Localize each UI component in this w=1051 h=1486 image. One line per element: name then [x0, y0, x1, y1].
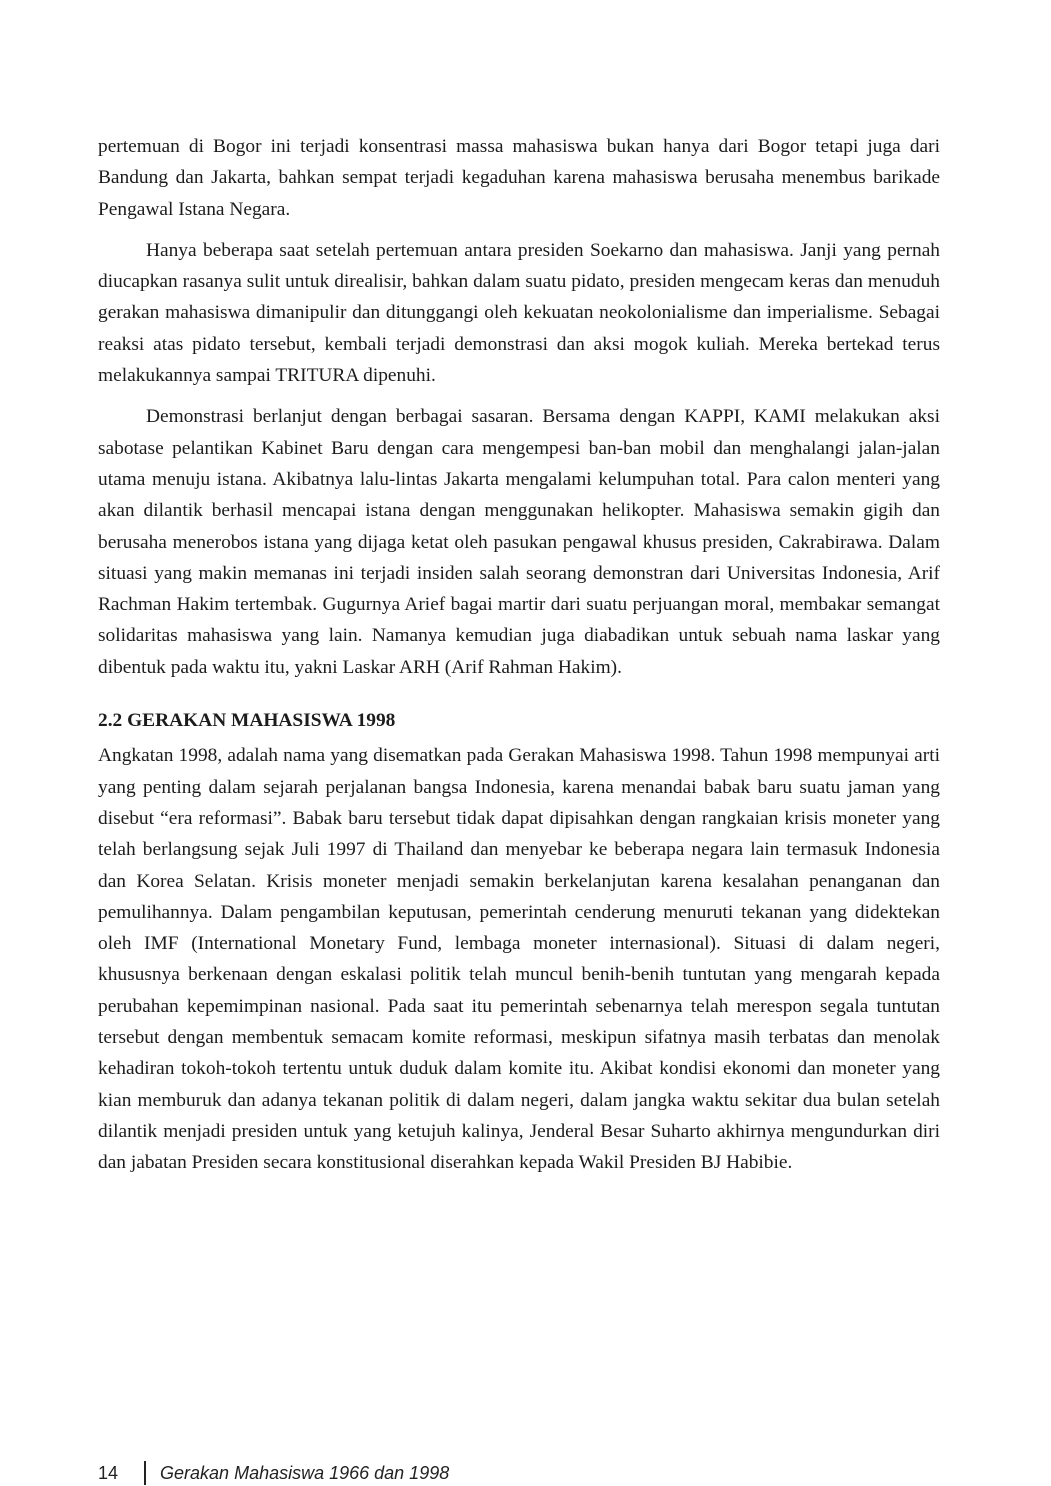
- paragraph-soekarno-speech: Hanya beberapa saat setelah pertemuan antara presiden Soekarno dan mahasiswa. Janji yang pernah diucapkan rasanya sulit untuk direalisir, bahkan dalam suatu pidato, presiden mengecam keras dan menuduh gerakan mahasiswa dimanipulir dan ditunggangi oleh kekuatan neokolonialisme dan imperialisme. Sebagai reaksi atas pidato tersebut, kembali terjadi demonstrasi dan aksi mogok kuliah. Mereka bertekad terus melakukannya sampai TRITURA dipenuhi.: [98, 239, 940, 387]
- section-heading: 2.2 GERAKAN MAHASISWA 1998: [98, 710, 396, 732]
- page-number: 14: [98, 1462, 119, 1483]
- running-title: Gerakan Mahasiswa 1966 dan 1998: [160, 1462, 450, 1483]
- paragraph-continuation: pertemuan di Bogor ini terjadi konsentrasi massa mahasiswa bukan hanya dari Bogor tetapi juga dari Bandung dan Jakarta, bahkan sempat terjadi kegaduhan karena mahasiswa berusaha menembus barikade Pengawal Istana Negara.: [98, 136, 940, 220]
- page-footer: [98, 1460, 449, 1486]
- paragraph-demonstration: Demonstrasi berlanjut dengan berbagai sasaran. Bersama dengan KAPPI, KAMI melakukan aksi sabotase pelantikan Kabinet Baru dengan cara mengempesi ban-ban mobil dan menghalangi jalan-jalan utama menuju istana. Akibatnya lalu-lintas Jakarta mengalami kelumpuhan total. Para calon menteri yang akan dilantik berhasil mencapai istana dengan menggunakan helikopter. Mahasiswa semakin gigih dan berusaha menerobos istana yang dijaga ketat oleh pasukan pengawal khusus presiden, Cakrabirawa. Dalam situasi yang makin memanas ini terjadi insiden salah seorang demonstran dari Universitas Indonesia, Arif Rachman Hakim tertembak. Gugurnya Arief bagai martir dari suatu perjuangan moral, membakar semangat solidaritas mahasiswa yang lain. Namanya kemudian juga diabadikan untuk sebuah nama laskar yang dibentuk pada waktu itu, yakni Laskar ARH (Arif Rahman Hakim).: [98, 406, 940, 678]
- footer-divider: [144, 1461, 146, 1485]
- paragraph-angkatan-1998: Angkatan 1998, adalah nama yang disematkan pada Gerakan Mahasiswa 1998. Tahun 1998 mempunyai arti yang penting dalam sejarah perjalanan bangsa Indonesia, karena menandai babak baru suatu jaman yang disebut “era reformasi”. Babak baru tersebut tidak dapat dipisahkan dengan rangkaian krisis moneter yang telah berlangsung sejak Juli 1997 di Thailand dan menyebar ke beberapa negara lain termasuk Indonesia dan Korea Selatan. Krisis moneter menjadi semakin berkelanjutan karena kesalahan penanganan dan pemulihannya. Dalam pengambilan keputusan, pemerintah cenderung menuruti tekanan yang didektekan oleh IMF (International Monetary Fund, lembaga moneter internasional). Situasi di dalam negeri, khususnya berkenaan dengan eskalasi politik telah muncul benih-benih tuntutan yang mengarah kepada perubahan kepemimpinan nasional. Pada saat itu pemerintah sebenarnya telah merespon segala tuntutan tersebut dengan membentuk semacam komite reformasi, meskipun sifatnya masih terbatas dan menolak kehadiran tokoh-tokoh tertentu untuk duduk dalam komite itu. Akibat kondisi ekonomi dan moneter yang kian memburuk dan adanya tekanan politik di dalam negeri, dalam jangka waktu sekitar dua bulan setelah dilantik menjadi presiden untuk yang ketujuh kalinya, Jenderal Besar Suharto akhirnya mengundurkan diri dan jabatan Presiden secara konstitusional diserahkan kepada Wakil Presiden BJ Habibie.: [98, 745, 940, 1174]
- page-body: [98, 131, 940, 1179]
